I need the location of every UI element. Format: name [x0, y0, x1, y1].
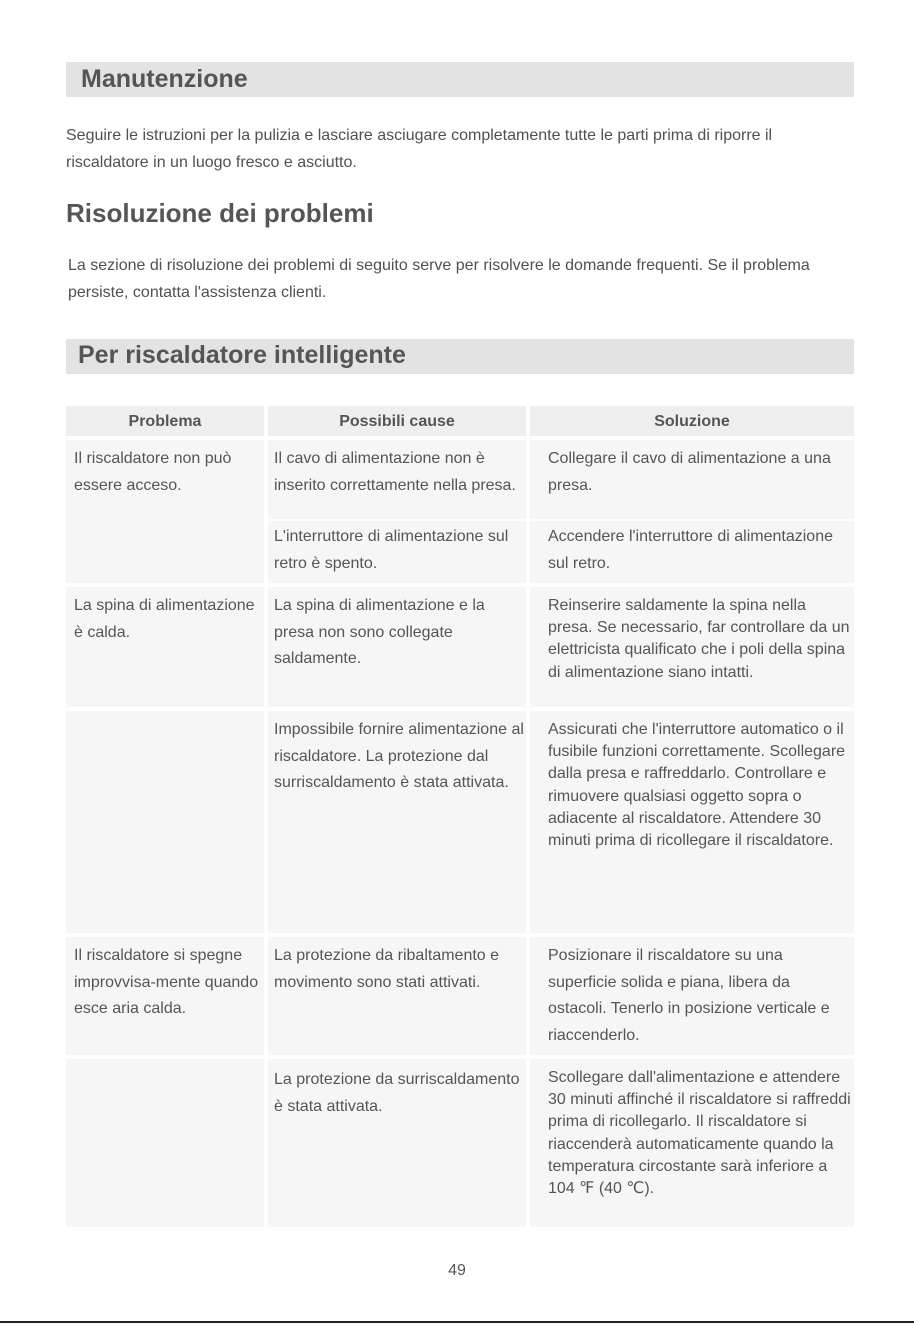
problem-cell: Il riscaldatore non può essere acceso. [66, 440, 264, 583]
troubleshooting-paragraph: La sezione di risoluzione dei problemi di seguito serve per risolvere le domande frequenti. Se il problema persiste, contatta l'assistenza clienti. [68, 257, 810, 301]
table-row [66, 440, 854, 583]
solution-cell: Assicurati che l'interruttore automatico o il fusibile funzioni correttamente. Scollegare dalla presa e raffreddarlo. Controllare e rimuovere qualsiasi oggetto sopra o adiacente al riscaldatore. Attendere 30 minuti prima di ricollegare il riscaldatore. [530, 711, 854, 933]
cause-cell: La spina di alimentazione e la presa non sono collegate saldamente. [268, 587, 526, 707]
problem-cell [66, 1059, 264, 1227]
problem-cell: Il riscaldatore si spegne improvvisa-mente quando esce aria calda. [66, 937, 264, 1055]
maintenance-title: Manutenzione [66, 62, 854, 97]
smart-heater-title: Per riscaldatore intelligente [66, 339, 854, 374]
solution-cell: Posizionare il riscaldatore su una superficie solida e piana, libera da ostacoli. Tenerlo in posizione verticale e riaccenderlo. [530, 937, 854, 1055]
cause-cell: L'interruttore di alimentazione sul retro è spento. [268, 521, 526, 583]
troubleshooting-title: Risoluzione dei problemi [66, 198, 374, 228]
table-header-row [66, 406, 854, 436]
solution-cell: Reinserire saldamente la spina nella presa. Se necessario, far controllare da un elettricista qualificato che i poli della spina di alimentazione siano intatti. [530, 587, 854, 707]
cause-cell: Il cavo di alimentazione non è inserito correttamente nella presa. [268, 440, 526, 519]
maintenance-paragraph: Seguire le istruzioni per la pulizia e lasciare asciugare completamente tutte le parti prima di riporre il riscaldatore in un luogo fresco e asciutto. [66, 127, 773, 171]
header-solution: Soluzione [530, 406, 854, 436]
cause-cell: La protezione da ribaltamento e movimento sono stati attivati. [268, 937, 526, 1055]
cause-cell: Impossibile fornire alimentazione al riscaldatore. La protezione dal surriscaldamento è stata attivata. [268, 711, 526, 933]
solution-cell: Collegare il cavo di alimentazione a una presa. [530, 440, 854, 519]
table-row [66, 937, 854, 1055]
page-number: 49 [448, 1262, 466, 1279]
header-problem: Problema [66, 406, 264, 436]
problem-cell [66, 711, 264, 933]
bottom-rule [0, 1321, 914, 1323]
table-row [66, 1059, 854, 1227]
table-row [66, 711, 854, 933]
solution-cell: Accendere l'interruttore di alimentazione sul retro. [530, 521, 854, 583]
solution-cell: Scollegare dall'alimentazione e attendere 30 minuti affinché il riscaldatore si raffreddi prima di ricollegarlo. Il riscaldatore si riaccenderà automaticamente quando la temperatura circostante sarà inferiore a 104 ℉ (40 ℃). [530, 1059, 854, 1227]
table-row [66, 587, 854, 707]
cause-cell: La protezione da surriscaldamento è stata attivata. [268, 1059, 526, 1227]
header-causes: Possibili cause [268, 406, 526, 436]
problem-cell: La spina di alimentazione è calda. [66, 587, 264, 707]
troubleshooting-table [66, 406, 854, 1227]
